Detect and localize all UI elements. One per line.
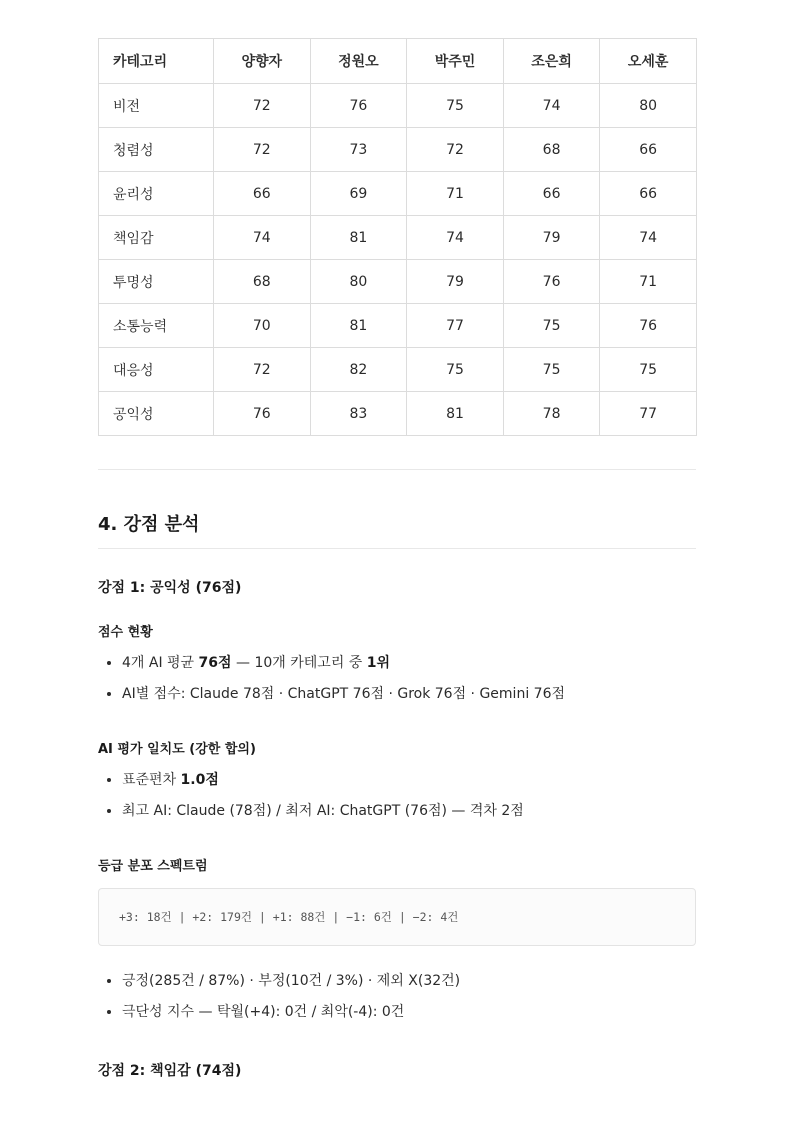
score-cell: 72 [214, 128, 311, 172]
table-row [99, 304, 697, 348]
score-cell: 80 [600, 84, 697, 128]
list-item: • 최고 AI: Claude (78점) / 최저 AI: ChatGPT (76점) — 격차 2점 [122, 800, 696, 831]
score-cell: 81 [310, 304, 407, 348]
section-divider [98, 469, 696, 470]
table-header-row [99, 39, 697, 84]
score-cell: 66 [503, 172, 600, 216]
score-cell: 74 [407, 216, 504, 260]
spectrum-list [98, 970, 696, 1032]
category-cell: 책임감 [99, 216, 214, 260]
score-cell: 73 [310, 128, 407, 172]
column-header: 카테고리 [99, 39, 214, 84]
list-item: • 표준편차 1.0점 [122, 769, 696, 800]
table-row [99, 348, 697, 392]
score-cell: 75 [600, 348, 697, 392]
score-status-list [98, 652, 696, 714]
category-score-table [98, 38, 697, 436]
score-cell: 79 [407, 260, 504, 304]
score-cell: 76 [214, 392, 311, 436]
table-row [99, 392, 697, 436]
score-cell: 76 [310, 84, 407, 128]
category-cell: 청렴성 [99, 128, 214, 172]
score-cell: 80 [310, 260, 407, 304]
score-cell: 75 [407, 84, 504, 128]
agreement-list [98, 769, 696, 831]
score-cell: 71 [407, 172, 504, 216]
strength-2-title: 강점 2: 책임감 (74점) [98, 1063, 242, 1079]
score-cell: 69 [310, 172, 407, 216]
score-cell: 75 [503, 304, 600, 348]
score-cell: 83 [310, 392, 407, 436]
list-item: • 극단성 지수 — 탁월(+4): 0건 / 최악(-4): 0건 [122, 1001, 696, 1032]
score-cell: 72 [214, 348, 311, 392]
score-status-heading: 점수 현황 [98, 625, 153, 640]
score-cell: 68 [503, 128, 600, 172]
score-cell: 76 [503, 260, 600, 304]
category-cell: 비전 [99, 84, 214, 128]
score-cell: 74 [503, 84, 600, 128]
section-title: 4. 강점 분석 [98, 510, 696, 549]
category-cell: 대응성 [99, 348, 214, 392]
column-header: 정원오 [310, 39, 407, 84]
score-cell: 79 [503, 216, 600, 260]
list-item: • 4개 AI 평균 76점 — 10개 카테고리 중 1위 [122, 652, 696, 683]
score-cell: 72 [214, 84, 311, 128]
spectrum-code-block: +3: 18건 | +2: 179건 | +1: 88건 | −1: 6건 | −2: 4건 [98, 888, 696, 946]
score-cell: 74 [214, 216, 311, 260]
score-cell: 66 [214, 172, 311, 216]
score-cell: 81 [407, 392, 504, 436]
score-cell: 68 [214, 260, 311, 304]
agreement-heading: AI 평가 일치도 (강한 합의) [98, 742, 256, 757]
table-row [99, 128, 697, 172]
score-cell: 77 [407, 304, 504, 348]
score-cell: 78 [503, 392, 600, 436]
category-cell: 소통능력 [99, 304, 214, 348]
score-cell: 76 [600, 304, 697, 348]
table-row [99, 260, 697, 304]
category-cell: 투명성 [99, 260, 214, 304]
score-cell: 82 [310, 348, 407, 392]
list-item: • AI별 점수: Claude 78점 · ChatGPT 76점 · Grok 76점 · Gemini 76점 [122, 683, 696, 714]
spectrum-heading: 등급 분포 스펙트럼 [98, 859, 208, 874]
score-cell: 77 [600, 392, 697, 436]
category-cell: 공익성 [99, 392, 214, 436]
column-header: 양향자 [214, 39, 311, 84]
score-cell: 75 [503, 348, 600, 392]
list-item: • 긍정(285건 / 87%) · 부정(10건 / 3%) · 제외 X(32건) [122, 970, 696, 1001]
score-cell: 66 [600, 172, 697, 216]
score-cell: 66 [600, 128, 697, 172]
score-cell: 81 [310, 216, 407, 260]
score-cell: 72 [407, 128, 504, 172]
category-cell: 윤리성 [99, 172, 214, 216]
score-cell: 71 [600, 260, 697, 304]
column-header: 조은희 [503, 39, 600, 84]
table-row [99, 84, 697, 128]
table-row [99, 172, 697, 216]
table-body [99, 84, 697, 436]
score-cell: 74 [600, 216, 697, 260]
score-cell: 75 [407, 348, 504, 392]
strength-1-title: 강점 1: 공익성 (76점) [98, 580, 242, 596]
table-row [99, 216, 697, 260]
score-cell: 70 [214, 304, 311, 348]
column-header: 오세훈 [600, 39, 697, 84]
column-header: 박주민 [407, 39, 504, 84]
